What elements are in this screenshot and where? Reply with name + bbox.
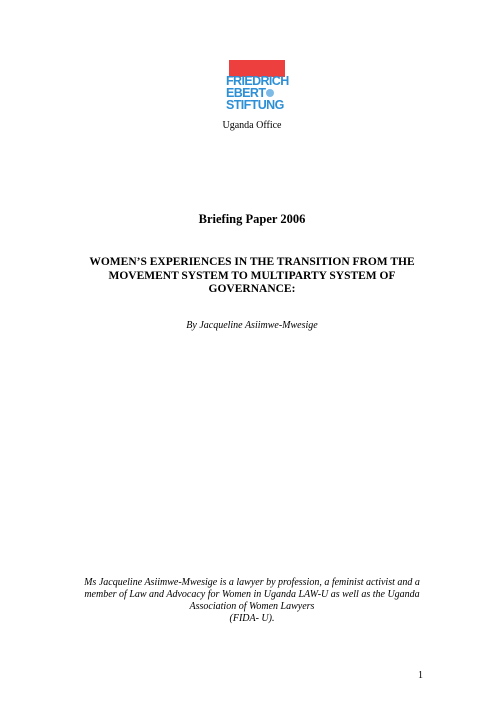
document-title bbox=[60, 256, 444, 297]
title-line-1: WOMEN’S EXPERIENCES IN THE TRANSITION FROM THE bbox=[89, 256, 415, 268]
bio-line-3: Association of Women Lawyers bbox=[189, 601, 315, 612]
author-byline: By Jacqueline Asiimwe-Mwesige bbox=[186, 320, 318, 331]
title-line-3: GOVERNANCE: bbox=[208, 283, 296, 295]
paper-type-heading: Briefing Paper 2006 bbox=[198, 212, 306, 226]
page-number: 1 bbox=[418, 670, 423, 681]
logo-line-3: STIFTUNG bbox=[226, 98, 284, 112]
bio-line-1: Ms Jacqueline Asiimwe-Mwesige is a lawyer by profession, a feminist activist and a bbox=[84, 577, 420, 588]
logo-wordmark bbox=[226, 75, 289, 111]
bio-line-2: member of Law and Advocacy for Women in Uganda LAW-U as well as the Uganda bbox=[84, 589, 420, 600]
logo-line-2-text: EBERT bbox=[226, 86, 266, 100]
title-line-2: MOVEMENT SYSTEM TO MULTIPARTY SYSTEM OF bbox=[108, 269, 396, 282]
friedrich-ebert-stiftung-logo bbox=[226, 60, 293, 112]
bio-line-4: (FIDA- U). bbox=[229, 613, 275, 624]
office-label: Uganda Office bbox=[222, 120, 282, 131]
author-bio bbox=[60, 577, 444, 625]
logo-circle-icon bbox=[266, 89, 274, 97]
logo-line-1: FRIEDRICH bbox=[226, 74, 289, 88]
